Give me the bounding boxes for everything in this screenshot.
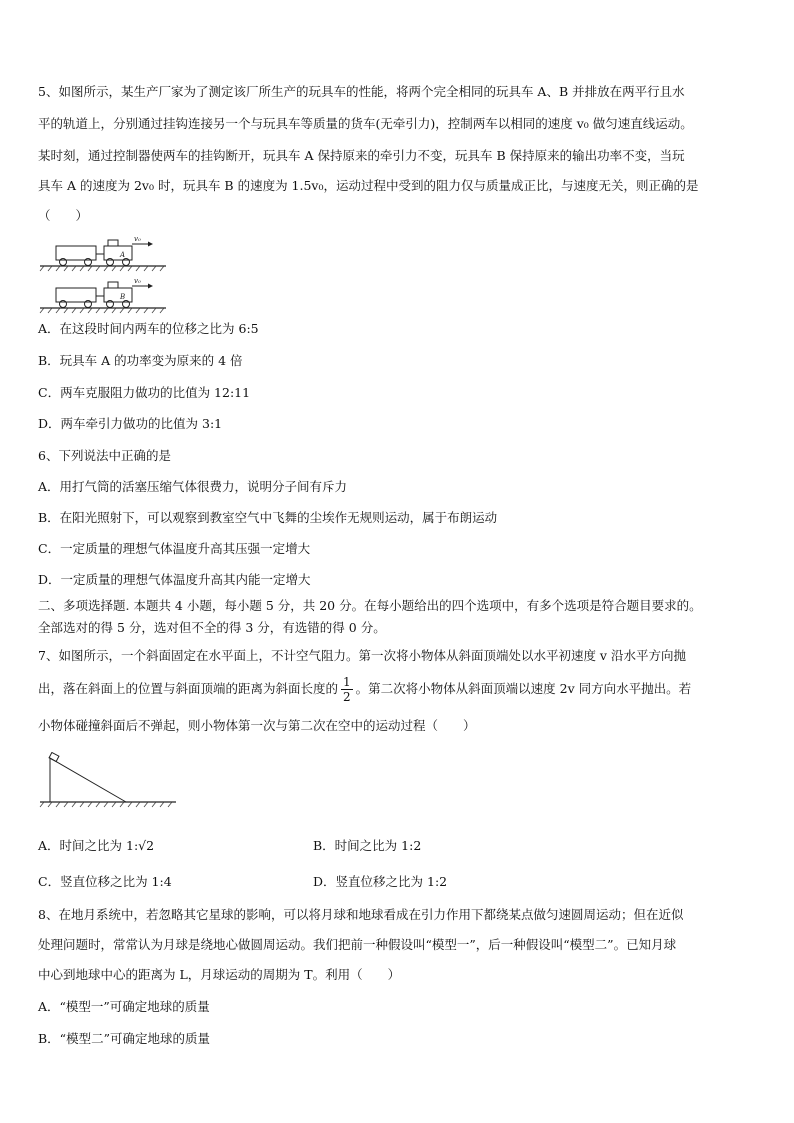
- q7-fraction-denominator: 2: [343, 690, 351, 704]
- q5-stem-line-5: （ ）: [38, 208, 89, 223]
- q5-option-a: A．在这段时间内两车的位移之比为 6:5: [38, 321, 259, 336]
- q7-stem-line-2: [38, 674, 691, 704]
- q7-option-b: B．时间之比为 1:2: [313, 838, 422, 853]
- q7-stem-line-3: 小物体碰撞斜面后不弹起，则小物体第一次与第二次在空中的运动过程（ ）: [38, 718, 476, 733]
- q5-figure-toy-cars: [38, 234, 168, 318]
- q8-stem-line-1: 8、在地月系统中，若忽略其它星球的影响，可以将月球和地球看成在引力作用下都绕某点做匀速圆周运动；但在近似: [38, 907, 684, 922]
- toy-car-a: [104, 240, 132, 266]
- cargo-cart-b: [56, 288, 96, 308]
- q7-option-c: C．竖直位移之比为 1:4: [38, 874, 172, 889]
- q6-option-d: D．一定质量的理想气体温度升高其内能一定增大: [38, 572, 311, 587]
- q5-stem-line-4: 具车 A 的速度为 2v₀ 时，玩具车 B 的速度为 1.5v₀，运动过程中受到的阻力仅与质量成正比，与速度无关，则正确的是: [38, 178, 699, 193]
- q8-option-b: B．“模型二”可确定地球的质量: [38, 1031, 210, 1046]
- q8-stem-line-3: 中心到地球中心的距离为 L，月球运动的周期为 T。利用（ ）: [38, 967, 401, 982]
- q7-stem-line-2-before: 出，落在斜面上的位置与斜面顶端的距离为斜面长度的: [38, 681, 339, 696]
- incline-triangle: [50, 758, 126, 802]
- q6-stem: 6、下列说法中正确的是: [38, 448, 171, 463]
- q7-fraction-numerator: 1: [343, 675, 351, 689]
- q7-figure-incline: [38, 752, 178, 812]
- q7-stem-line-1: 7、如图所示，一个斜面固定在水平面上，不计空气阻力。第一次将小物体从斜面顶端处以水平初速度 v 沿水平方向抛: [38, 648, 686, 663]
- q7-option-d: D．竖直位移之比为 1:2: [313, 874, 448, 889]
- q7-option-a: A．时间之比为 1:√2: [38, 838, 155, 853]
- q6-option-c: C．一定质量的理想气体温度升高其压强一定增大: [38, 541, 311, 556]
- section2-heading-line-1: 二、多项选择题. 本题共 4 小题，每小题 5 分，共 20 分。在每小题给出的四个选项中，有多个选项是符合题目要求的。: [38, 598, 702, 613]
- q6-option-a: A．用打气筒的活塞压缩气体很费力，说明分子间有斥力: [38, 479, 348, 494]
- toy-car-a-label: A: [120, 251, 126, 259]
- q6-option-b: B．在阳光照射下，可以观察到教室空气中飞舞的尘埃作无规则运动，属于布朗运动: [38, 510, 498, 525]
- velocity-arrowhead-b: [148, 284, 153, 289]
- ground-hatch: [40, 802, 172, 807]
- q5-stem-line-1: 5、如图所示，某生产厂家为了测定该厂所生产的玩具车的性能，将两个完全相同的玩具车 A、B 并排放在两平行且水: [38, 84, 685, 99]
- toy-car-b: [104, 282, 132, 308]
- velocity-label-b: v₀: [134, 277, 141, 285]
- q7-fraction: [341, 675, 353, 704]
- q5-stem-line-3: 某时刻，通过控制器使两车的挂钩断开，玩具车 A 保持原来的牵引力不变，玩具车 B 保持原来的输出功率不变，当玩: [38, 148, 685, 163]
- q5-option-c: C．两车克服阻力做功的比值为 12:11: [38, 385, 251, 400]
- cargo-cart-a: [56, 246, 96, 266]
- track-b: [40, 308, 166, 313]
- q5-stem-line-2: 平的轨道上，分别通过挂钩连接另一个与玩具车等质量的货车(无牵引力)，控制两车以相同的速度 v₀ 做匀速直线运动。: [38, 116, 693, 131]
- q8-stem-line-2: 处理问题时，常常认为月球是绕地心做圆周运动。我们把前一种假设叫“模型一”，后一种假设叫“模型二”。已知月球: [38, 937, 677, 952]
- small-object: [49, 752, 59, 761]
- track-a: [40, 266, 166, 271]
- q5-option-d: D．两车牵引力做功的比值为 3:1: [38, 416, 223, 431]
- velocity-arrowhead-a: [148, 242, 153, 247]
- q8-option-a: A．“模型一”可确定地球的质量: [38, 999, 210, 1014]
- toy-car-b-label: B: [120, 293, 126, 301]
- section2-heading-line-2: 全部选对的得 5 分，选对但不全的得 3 分，有选错的得 0 分。: [38, 620, 386, 635]
- q5-option-b: B．玩具车 A 的功率变为原来的 4 倍: [38, 353, 243, 368]
- q7-stem-line-2-after: 。第二次将小物体从斜面顶端以速度 2v 同方向水平抛出。若: [355, 681, 692, 696]
- velocity-label-a: v₀: [134, 235, 141, 243]
